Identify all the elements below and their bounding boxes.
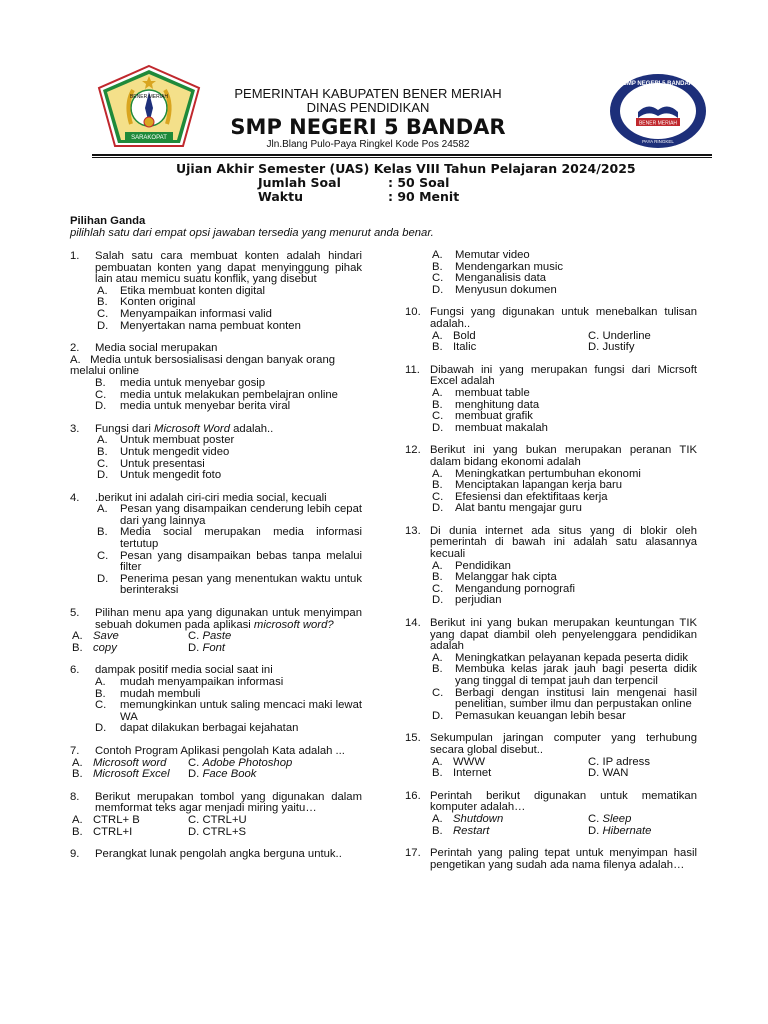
question-14: 14. Berikut ini yang bukan merupakan keuntungan TIK yang dapat diambil oleh penyelenggara pendidikan adalah A. Meningkatkan pelayanan kepada peserta didik B. Membuka kelas jarak jauh bagi peserta didik yang tinggal di tempat jauh dan terpencil C. Berbagi dengan institusi lain mengenai hasil penelitian, sumber ilmu dan perpustakan online D. Pemasukan keuangan lebih besar: [405, 617, 697, 722]
exam-info: [176, 162, 636, 204]
option-b[interactable]: B. Menciptakan lapangan kerja baru: [432, 479, 623, 492]
option-c[interactable]: C. CTRL+U: [188, 813, 247, 826]
option-d[interactable]: D. Untuk mengedit foto: [97, 469, 222, 482]
question-15: 15. Sekumpulan jaringan computer yang terhubung secara global disebut.. A. WWW C. IP adress B. Internet D. WAN: [405, 732, 697, 780]
option-b[interactable]: B. media untuk menyebar gosip: [95, 376, 266, 389]
option-a[interactable]: A. mudah menyampaikan informasi: [95, 676, 284, 688]
option-c[interactable]: C. Sleep: [588, 812, 632, 825]
option-c[interactable]: C. Untuk presentasi: [97, 457, 205, 470]
option-c[interactable]: C. Berbagi dengan institusi lain mengenai hasil penelitian, sumber ilmu dan perpustakan online: [432, 686, 697, 711]
option-d[interactable]: D. Alat bantu mengajar guru: [432, 502, 582, 515]
option-d[interactable]: D. membuat makalah: [432, 421, 548, 434]
option-d[interactable]: D. Hibernate: [588, 824, 652, 837]
question-4: 4. .berikut ini adalah ciri-ciri media social, kecuali A. Pesan yang disampaikan cenderung lebih cepat dari yang lainnya B. Media social merupakan media informasi tertutup C. Pesan yang disampaikan bebas tanpa melalui filter D. Penerima pesan yang menentukan waktu untuk berinteraksi: [70, 491, 362, 597]
school-name: SMP NEGERI 5 BANDAR: [230, 115, 506, 139]
option-b[interactable]: B. Konten original: [97, 296, 196, 309]
option-d[interactable]: D. Penerima pesan yang menentukan waktu untuk berinteraksi: [97, 572, 362, 597]
option-c[interactable]: C. IP adress: [588, 755, 650, 768]
option-a[interactable]: A. Memutar video: [432, 249, 530, 261]
duration-value: : 90 Menit: [388, 189, 460, 204]
question-2: 2. Media social merupakan A. Media untuk bersosialisasi dengan banyak orang melalui online B. media untuk menyebar gosip C. media untuk melakukan pembelajran online D. media untuk menyebar berita viral: [70, 343, 362, 413]
option-c[interactable]: C. Mengandung pornografi: [432, 582, 575, 595]
smp-negeri-5-bandar-logo: [608, 72, 708, 150]
option-a[interactable]: A. WWW: [432, 755, 485, 768]
question-16: 16. Perintah berikut digunakan untuk mematikan komputer adalah… A. Shutdown C. Sleep B. Restart D. Hibernate: [405, 789, 697, 837]
question-count-label: Jumlah Soal: [258, 175, 341, 190]
option-d[interactable]: D. Menyertakan nama pembuat konten: [97, 319, 301, 332]
option-b[interactable]: B. Melanggar hak cipta: [432, 571, 557, 584]
option-a[interactable]: A. Pendidikan: [432, 559, 511, 572]
question-count-value: : 50 Soal: [388, 175, 450, 190]
option-b[interactable]: B. mudah membuli: [95, 687, 201, 700]
svg-text:SMP NEGERI 5 BANDAR: SMP NEGERI 5 BANDAR: [622, 81, 694, 87]
question-6: 6. dampak positif media social saat ini A. mudah menyampaikan informasi B. mudah membuli C. memungkinkan untuk saling mencaci maki lewat WA D. dapat dilakukan berbagai kejahatan: [70, 664, 362, 735]
option-d[interactable]: D. dapat dilakukan berbagai kejahatan: [95, 722, 299, 735]
option-b[interactable]: B. copy: [72, 641, 117, 654]
question-9: 9. Perangkat lunak pengolah angka berguna untuk..: [70, 848, 342, 861]
option-a[interactable]: A. Untuk membuat poster: [97, 434, 235, 447]
option-b[interactable]: B. CTRL+I: [72, 825, 133, 838]
section-heading: [70, 215, 434, 239]
duration-label: Waktu: [258, 189, 303, 204]
section-instruction: pilihlah satu dari empat opsi jawaban tersedia yang menurut anda benar.: [70, 227, 434, 239]
option-a[interactable]: A. Shutdown: [432, 812, 504, 825]
section-title: Pilihan Ganda: [70, 215, 146, 227]
option-b[interactable]: B. Untuk mengedit video: [97, 445, 230, 458]
question-17: 17. Perintah yang paling tepat untuk menyimpan hasil pengetikan yang sudah ada nama filenya adalah…: [405, 847, 697, 871]
option-c[interactable]: C. Menyampaikan informasi valid: [97, 307, 272, 320]
option-c[interactable]: C. media untuk melakukan pembelajran online: [95, 388, 338, 401]
header-rule: [92, 154, 712, 156]
option-d[interactable]: D. Pemasukan keuangan lebih besar: [432, 709, 626, 722]
option-c[interactable]: C. Adobe Photoshop: [188, 756, 293, 769]
option-c[interactable]: C. Underline: [588, 329, 651, 342]
option-c[interactable]: C. Efesiensi dan efektifitaas kerja: [432, 490, 608, 503]
question-1: 1. Salah satu cara membuat konten adalah hindari pembuatan konten yang dapat menyinggung pihak lain atau memicu suatu konflik, yang disebut A. Etika membuat konten digital B. Konten original C. Menyampaikan informasi valid D. Menyertakan nama pembuat konten: [70, 250, 362, 332]
option-b[interactable]: B. menghitung data: [432, 398, 540, 411]
question-7: 7. Contoh Program Aplikasi pengolah Kata adalah ... A. Microsoft word C. Adobe Photoshop B. Microsoft Excel D. Face Book: [70, 746, 362, 781]
option-a[interactable]: A. Media untuk bersosialisasi dengan banyak orang melalui online: [70, 353, 336, 378]
option-c[interactable]: C. Menganalisis data: [432, 272, 547, 285]
option-a[interactable]: A. CTRL+ B: [72, 813, 140, 826]
option-b[interactable]: B. Membuka kelas jarak jauh bagi peserta didik yang tinggal di tempat jauh dan terpencil: [432, 663, 697, 687]
svg-text:BENER MERIAH: BENER MERIAH: [638, 120, 678, 127]
option-d[interactable]: D. WAN: [588, 767, 629, 780]
header-rule-thin: [92, 157, 712, 158]
question-10: 10. Fungsi yang digunakan untuk menebalkan tulisan adalah.. A. Bold C. Underline B. Italic D. Justify: [405, 306, 697, 354]
option-c[interactable]: C. membuat grafik: [432, 410, 533, 423]
option-c[interactable]: C. memungkinkan untuk saling mencaci maki lewat WA: [95, 699, 362, 723]
questions-right-column: [405, 250, 697, 882]
option-b[interactable]: B. Media social merupakan media informasi tertutup: [97, 526, 362, 551]
department-line: DINAS PENDIDIKAN: [306, 100, 430, 115]
option-b[interactable]: B. Microsoft Excel: [72, 768, 170, 781]
option-d[interactable]: D. Font: [188, 641, 226, 654]
svg-text:PAYA RINGKEL: PAYA RINGKEL: [642, 139, 674, 144]
option-d[interactable]: D. Face Book: [188, 768, 257, 781]
option-b[interactable]: B. Italic: [432, 341, 477, 354]
question-9-options: [405, 250, 697, 296]
option-c[interactable]: C. Paste: [188, 630, 232, 643]
option-d[interactable]: D. Justify: [588, 341, 635, 354]
option-d[interactable]: D. CTRL+S: [188, 825, 247, 838]
option-a[interactable]: A. Meningkatkan pertumbuhan ekonomi: [432, 467, 641, 480]
option-a[interactable]: A. Pesan yang disampaikan cenderung lebih cepat dari yang lainnya: [97, 503, 362, 527]
svg-text:BENER MERIAH: BENER MERIAH: [129, 94, 169, 100]
svg-text:SARAKOPAT: SARAKOPAT: [131, 135, 167, 141]
question-13: 13. Di dunia internet ada situs yang di blokir oleh pemerintah di bawah ini adalah satu alasannya kecuali A. Pendidikan B. Melanggar hak cipta C. Mengandung pornografi D. perjudian: [405, 524, 697, 607]
government-line: PEMERINTAH KABUPATEN BENER MERIAH: [234, 86, 502, 101]
option-a[interactable]: A. membuat table: [432, 386, 530, 399]
exam-title: Ujian Akhir Semester (UAS) Kelas VIII Tahun Pelajaran 2024/2025: [176, 161, 636, 176]
question-5: 5. Pilihan menu apa yang digunakan untuk menyimpan sebuah dokumen pada aplikasi microsoft word? A. Save C. Paste B. copy D. Font: [70, 607, 362, 654]
option-d[interactable]: D. media untuk menyebar berita viral: [95, 400, 291, 413]
option-d[interactable]: D. perjudian: [432, 594, 502, 607]
question-11: 11. Dibawah ini yang merupakan fungsi dari Micrsoft Excel adalah A. membuat table B. menghitung data C. membuat grafik D. membuat makalah: [405, 363, 697, 434]
question-8: 8. Berikut merupakan tombol yang digunakan dalam memformat teks agar menjadi miring yaitu… A. CTRL+ B C. CTRL+U B. CTRL+I D. CTRL+S: [70, 790, 362, 838]
option-a[interactable]: A. Save: [72, 630, 119, 643]
letterhead: [0, 0, 768, 160]
option-c[interactable]: C. Pesan yang disampaikan bebas tanpa melalui filter: [97, 549, 362, 574]
question-3: 3. Fungsi dari Microsoft Word adalah.. A. Untuk membuat poster B. Untuk mengedit video C. Untuk presentasi D. Untuk mengedit foto: [70, 424, 362, 482]
option-d[interactable]: D. Menyusun dokumen: [432, 283, 557, 296]
option-b[interactable]: B. Mendengarkan music: [432, 260, 564, 273]
option-a[interactable]: A. Etika membuat konten digital: [97, 284, 266, 297]
option-a[interactable]: A. Microsoft word: [72, 756, 167, 769]
option-b[interactable]: B. Internet: [432, 767, 492, 780]
option-a[interactable]: A. Meningkatkan pelayanan kepada peserta didik: [432, 651, 689, 664]
question-12: 12. Berikut ini yang bukan merupakan peranan TIK dalam bidang ekonomi adalah A. Meningkatkan pertumbuhan ekonomi B. Menciptakan lapangan kerja baru C. Efesiensi dan efektifitaas kerja D. Alat bantu mengajar guru: [405, 444, 697, 515]
option-b[interactable]: B. Restart: [432, 824, 490, 837]
option-a[interactable]: A. Bold: [432, 329, 476, 342]
school-address: Jln.Blang Pulo-Paya Ringkel Kode Pos 24582: [266, 139, 470, 150]
questions-left-column: [70, 251, 362, 872]
